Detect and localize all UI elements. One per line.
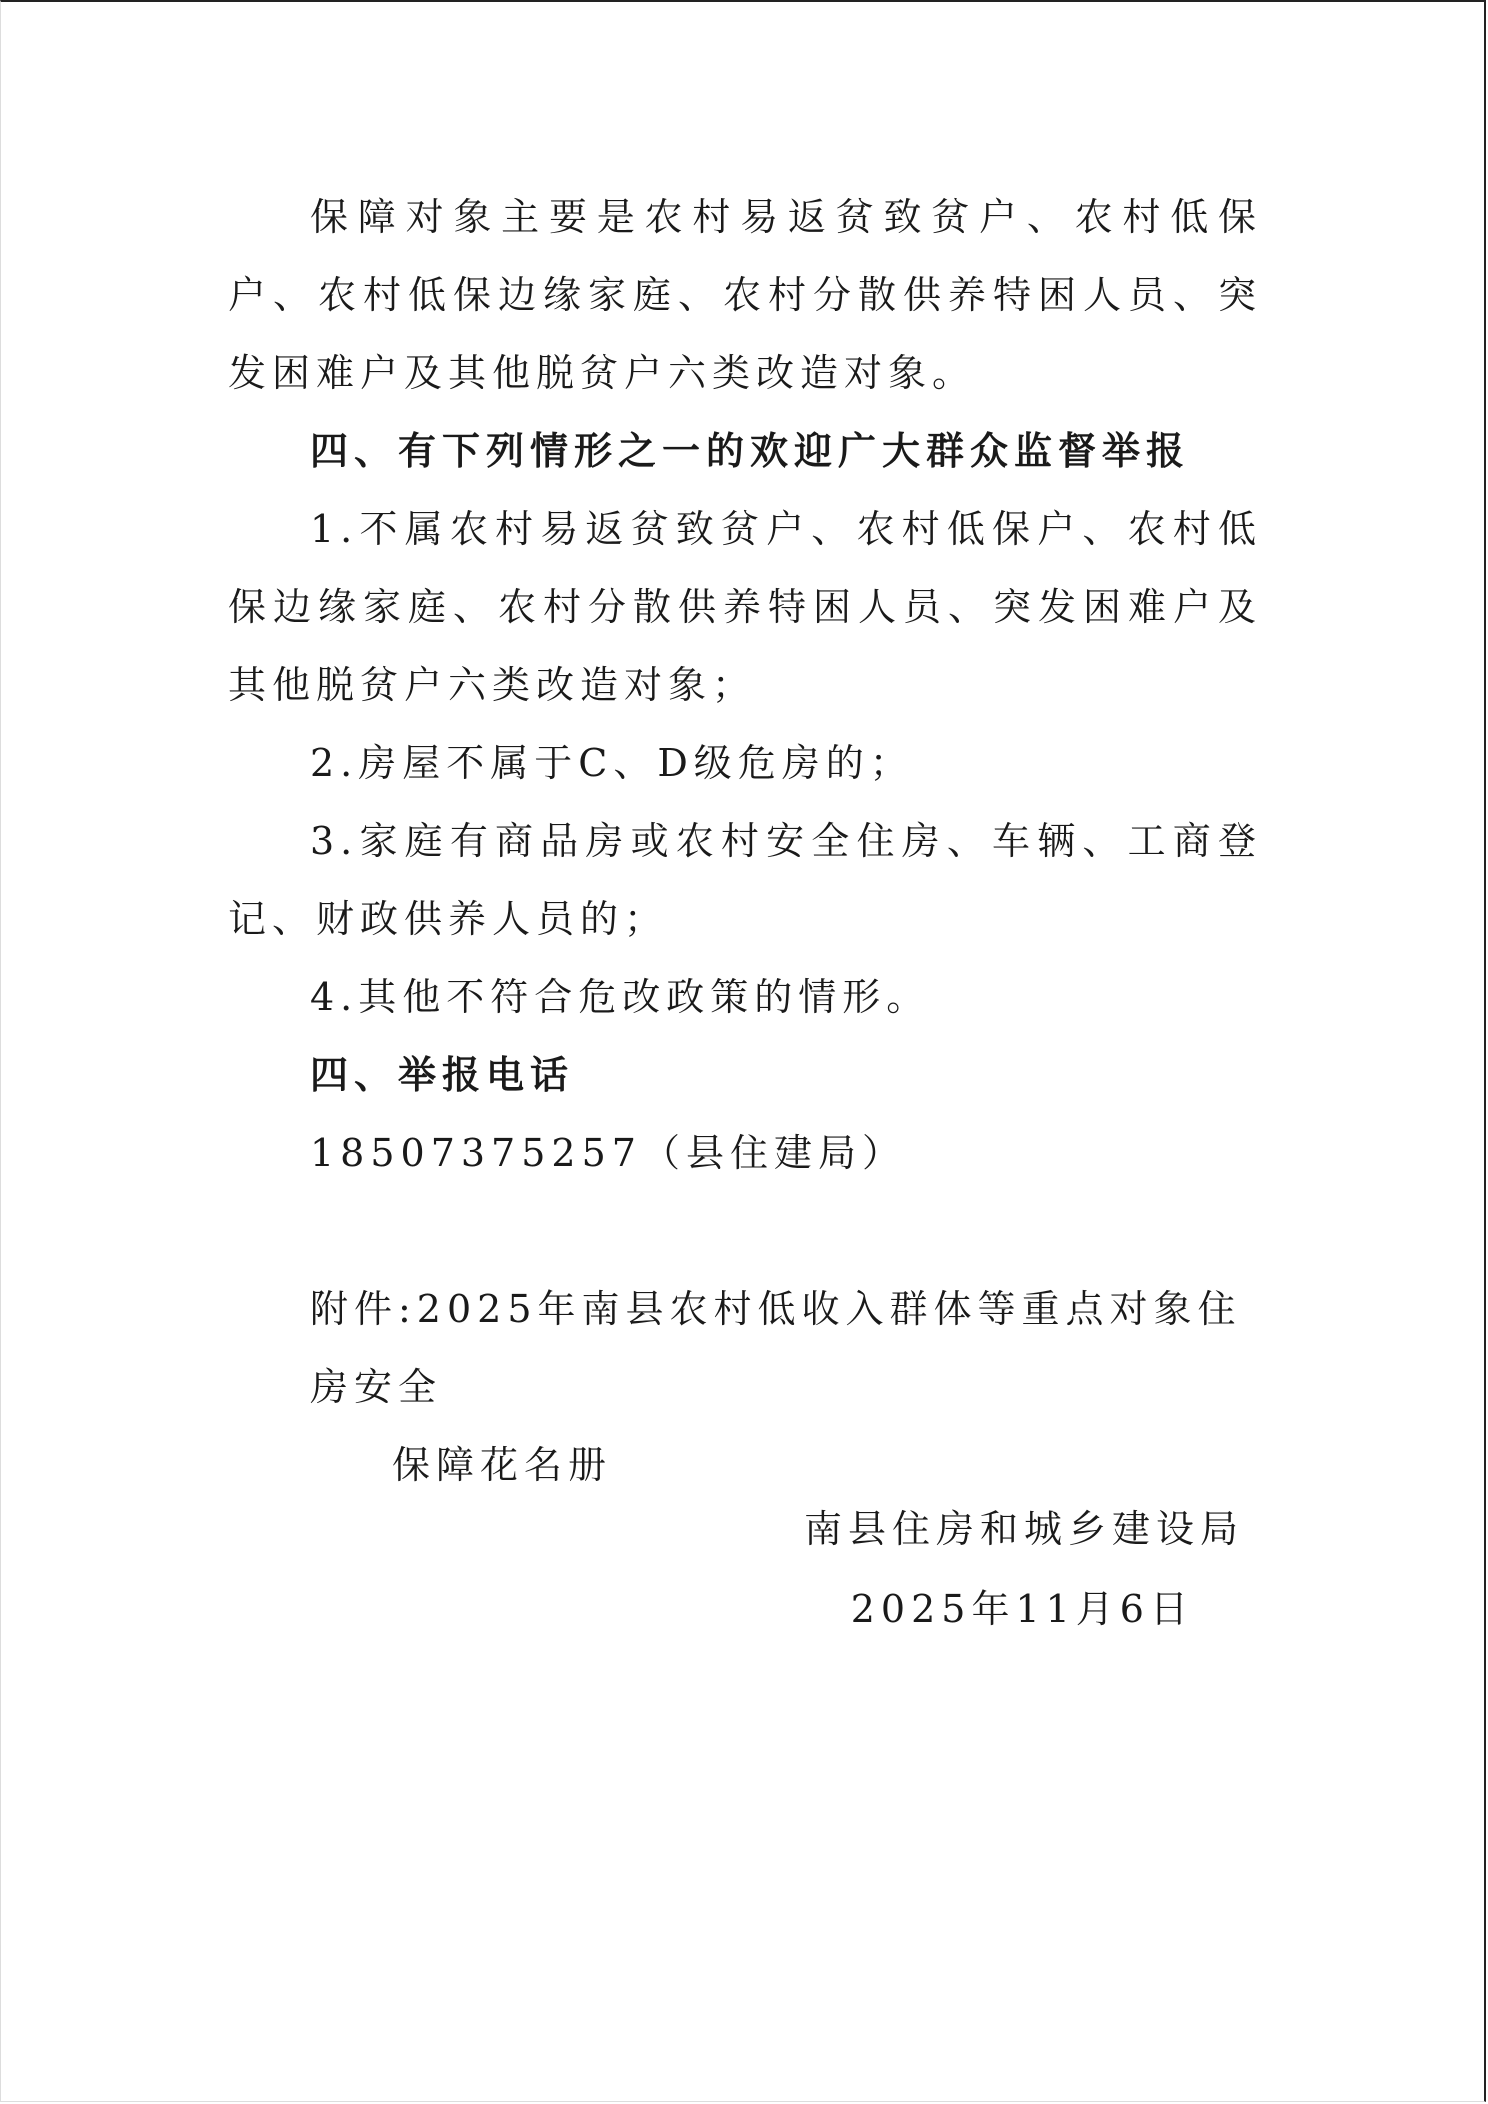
list-item-1: 1.不属农村易返贫致贫户、农村低保户、农村低保边缘家庭、农村分散供养特困人员、突发困难户及其他脱贫户六类改造对象；	[228, 507, 1262, 707]
signature-date: 2025年11月6日	[850, 1587, 1194, 1631]
paragraph-objects: 保障对象主要是农村易返贫致贫户、农村低保户、农村低保边缘家庭、农村分散供养特困人员、突发困难户及其他脱贫户六类改造对象。	[228, 195, 1262, 395]
spacer	[228, 1192, 1262, 1270]
list-item-3: 3.家庭有商品房或农村安全住房、车辆、工商登记、财政供养人员的；	[228, 819, 1262, 941]
list-item-2: 2.房屋不属于C、D级危房的；	[310, 741, 914, 785]
attachment-line-2: 保障花名册	[392, 1443, 613, 1487]
signature-org: 南县住房和城乡建设局	[803, 1507, 1244, 1551]
list-item-4: 4.其他不符合危改政策的情形。	[310, 975, 931, 1019]
heading-phone: 四、举报电话	[310, 1053, 575, 1097]
attachment	[228, 1270, 1262, 1504]
heading-supervise: 四、有下列情形之一的欢迎广大群众监督举报	[310, 429, 1191, 473]
attachment-line-1: 附件:2025年南县农村低收入群体等重点对象住房安全	[310, 1287, 1242, 1409]
phone-line: 18507375257（县住建局）	[310, 1131, 906, 1175]
document-body	[228, 178, 1262, 1504]
